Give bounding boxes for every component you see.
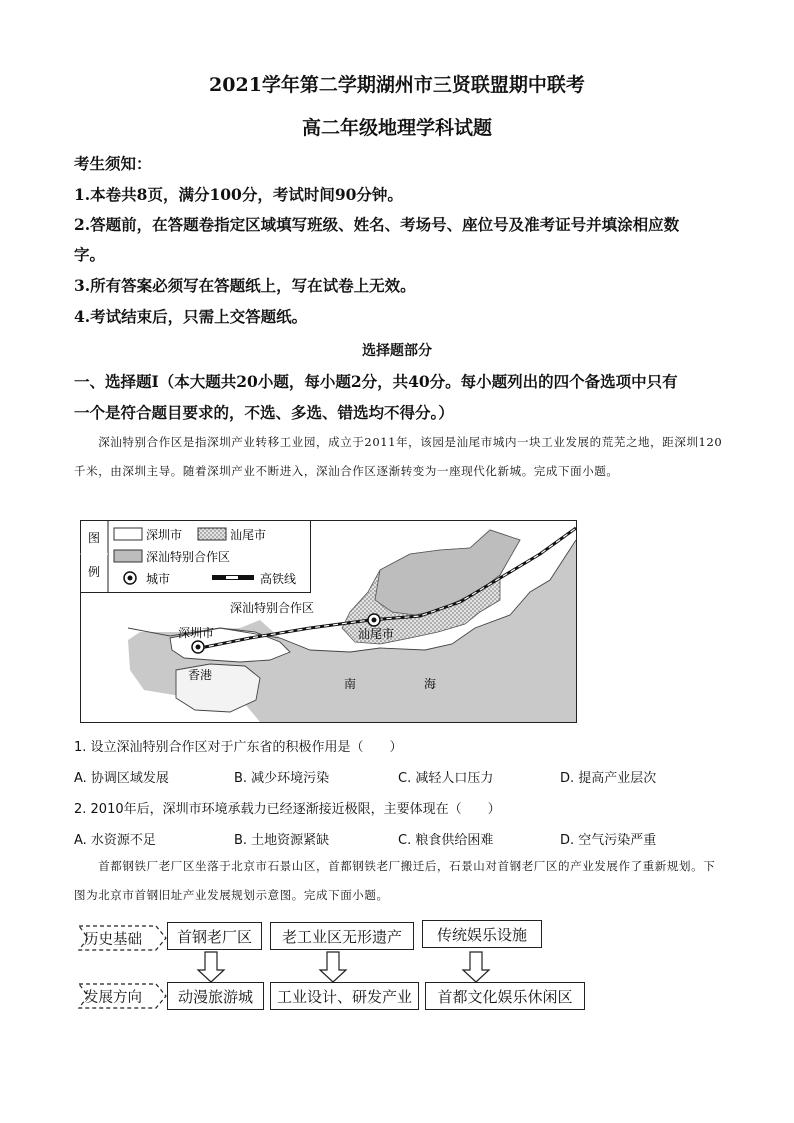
flow-top-1: 首钢老厂区	[167, 922, 262, 950]
legend-rail: 高铁线	[260, 572, 297, 586]
flow-top-2: 老工业区无形遗产	[270, 922, 414, 950]
arrow-2	[320, 952, 346, 982]
section-label: 选择题部分	[362, 343, 432, 359]
notice-item-1: 1.本卷共8页，满分100分，考试时间90分钟。	[74, 185, 403, 204]
paper-title-line2: 高二年级地理学科试题	[301, 117, 492, 139]
legend-zone: 深汕特别合作区	[146, 550, 231, 564]
flow-label-direction: 发展方向	[84, 990, 142, 1006]
question-1-stem: 1. 设立深汕特别合作区对于广东省的积极作用是（ ）	[74, 740, 403, 755]
legend-title-top: 图	[88, 531, 101, 545]
notice-item-3: 3.所有答案必须写在答题纸上，写在试卷上无效。	[74, 276, 416, 295]
legend-city: 城市	[146, 572, 171, 586]
flow-top-3: 传统娱乐设施	[422, 920, 542, 948]
arrow-3	[463, 952, 489, 982]
section-heading-2: 一个是符合题目要求的，不选、多选、错选均不得分。）	[74, 403, 454, 422]
map-label-shenzhen: 深圳市	[178, 626, 215, 640]
question-1-option-c[interactable]: C. 减轻人口压力	[398, 771, 494, 786]
flow-bottom-1: 动漫旅游城	[167, 982, 264, 1010]
map-label-zone: 深汕特别合作区	[230, 601, 315, 615]
question-1-option-b[interactable]: B. 减少环境污染	[234, 771, 330, 786]
map-label-sea-2: 海	[424, 677, 437, 691]
question-2-stem: 2. 2010年后，深圳市环境承载力已经逐渐接近极限，主要体现在（ ）	[74, 802, 501, 817]
notice-item-4: 4.考试结束后，只需上交答题纸。	[74, 307, 308, 326]
map-figure	[80, 520, 577, 723]
question-2-option-a[interactable]: A. 水资源不足	[74, 833, 156, 848]
passage-2: 首都钢铁厂老厂区坐落于北京市石景山区，首都钢铁老厂搬迁后，石景山对首钢老厂区的产业发展作了重新规划。下图为北京市首钢旧址产业发展规划示意图。完成下面小题。	[74, 859, 716, 902]
paper-title-line1: 2021学年第二学期湖州市三贤联盟期中联考	[209, 74, 585, 96]
section-heading-1: 一、选择题Ⅰ（本大题共20小题，每小题2分，共40分。每小题列出的四个备选项中只有	[74, 372, 678, 391]
legend-shenzhen: 深圳市	[146, 528, 183, 542]
map-label-hk: 香港	[188, 668, 213, 682]
flow-bottom-2: 工业设计、研发产业	[270, 982, 419, 1010]
question-2-option-b[interactable]: B. 土地资源紧缺	[234, 833, 330, 848]
map-label-shanwei: 汕尾市	[358, 627, 395, 641]
notice-heading: 考生须知：	[74, 154, 152, 173]
legend-shanwei: 汕尾市	[230, 528, 267, 542]
question-2-option-d[interactable]: D. 空气污染严重	[560, 833, 657, 848]
flow-bottom-3: 首都文化娱乐休闲区	[425, 982, 585, 1010]
passage-1: 深汕特别合作区是指深圳产业转移工业园，成立于2011年，该园是汕尾市城内一块工业发展的荒芜之地，距深圳120千米，由深圳主导。随着深圳产业不断进入，深汕合作区逐渐转变为一座现代化新城。完成下面小题。	[74, 435, 723, 478]
legend-title-bottom: 例	[88, 565, 101, 579]
question-1-option-d[interactable]: D. 提高产业层次	[560, 771, 657, 786]
flow-label-history: 历史基础	[84, 932, 142, 948]
notice-item-2-cont: 字。	[74, 245, 106, 264]
map-label-sea-1: 南	[344, 677, 357, 691]
arrow-1	[198, 952, 224, 982]
question-2-option-c[interactable]: C. 粮食供给困难	[398, 833, 494, 848]
question-1-option-a[interactable]: A. 协调区域发展	[74, 771, 169, 786]
notice-item-2: 2.答题前，在答题卷指定区域填写班级、姓名、考场号、座位号及准考证号并填涂相应数	[74, 215, 680, 234]
